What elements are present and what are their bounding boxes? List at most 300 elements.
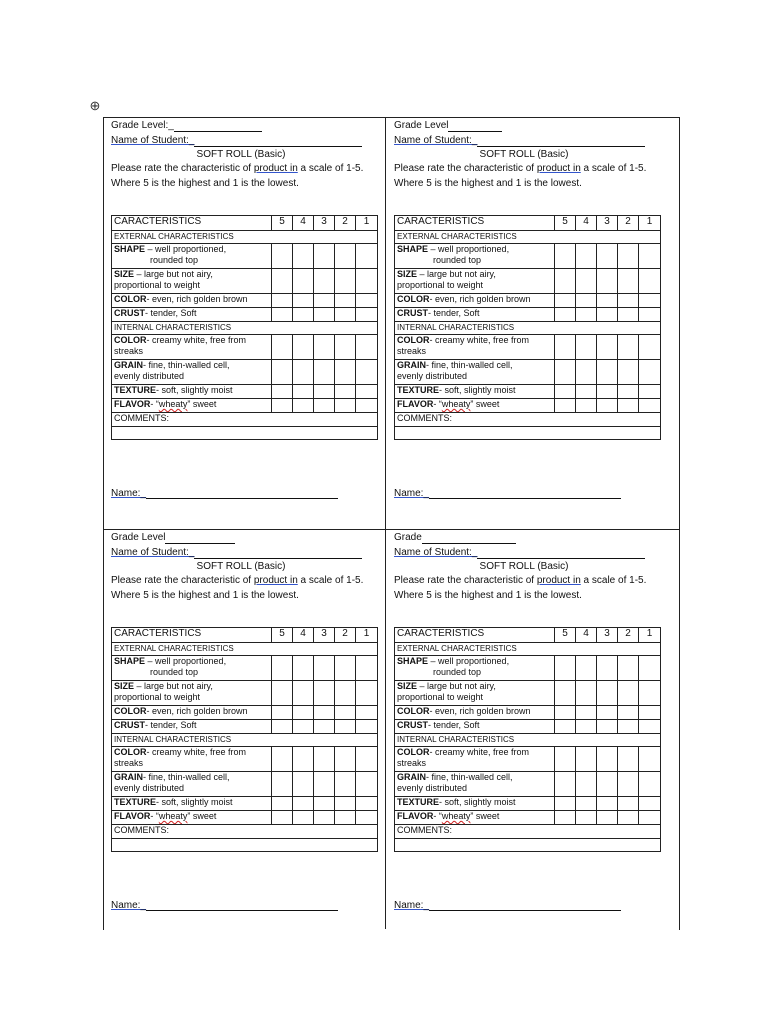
score-cell[interactable]: [576, 811, 597, 825]
criterion-cell: COLOR- creamy white, free from streaks: [395, 747, 555, 772]
score-cell[interactable]: [272, 811, 293, 825]
score-cell[interactable]: [618, 385, 639, 399]
score-cell[interactable]: [293, 385, 314, 399]
score-cell[interactable]: [272, 747, 293, 772]
grade-level-field[interactable]: [165, 533, 235, 544]
score-cell[interactable]: [335, 706, 356, 720]
table-row: [395, 360, 661, 385]
score-cell[interactable]: [576, 772, 597, 797]
score-cell[interactable]: [555, 747, 576, 772]
instruction-text: Please rate the characteristic of: [394, 575, 537, 586]
score-cell[interactable]: [293, 747, 314, 772]
score-cell[interactable]: [356, 747, 378, 772]
score-cell[interactable]: [335, 360, 356, 385]
comments-input[interactable]: [112, 427, 378, 440]
criterion-cell: GRAIN- fine, thin-walled cell, evenly distributed: [395, 360, 555, 385]
criterion-cell: CRUST- tender, Soft: [395, 720, 555, 734]
score-cell[interactable]: [576, 360, 597, 385]
criterion-cell: COLOR- creamy white, free from streaks: [112, 747, 272, 772]
score-cell[interactable]: [597, 385, 618, 399]
score-cell[interactable]: [356, 308, 378, 322]
score-cell[interactable]: [618, 335, 639, 360]
score-header: 3: [597, 628, 618, 643]
name-signature: [394, 900, 621, 911]
score-cell[interactable]: [314, 681, 335, 706]
score-cell[interactable]: [272, 399, 293, 413]
section-row-internal: [395, 322, 661, 335]
section-row-external: [112, 643, 378, 656]
score-cell[interactable]: [293, 308, 314, 322]
score-cell[interactable]: [314, 811, 335, 825]
section-row-external: [395, 643, 661, 656]
instruction-link: product in: [253, 163, 298, 174]
criterion-cell: SHAPE – well proportioned, rounded top: [112, 656, 272, 681]
criterion-cell: GRAIN- fine, thin-walled cell, evenly distributed: [112, 360, 272, 385]
score-cell[interactable]: [272, 244, 293, 269]
table-row: [395, 308, 661, 322]
instruction-line-1: [111, 163, 363, 175]
score-cell[interactable]: [576, 399, 597, 413]
score-cell[interactable]: [356, 811, 378, 825]
score-cell[interactable]: [618, 360, 639, 385]
score-cell[interactable]: [597, 294, 618, 308]
score-cell[interactable]: [597, 797, 618, 811]
comments-input-row: [395, 839, 661, 852]
score-cell[interactable]: [356, 360, 378, 385]
table-row: [395, 335, 661, 360]
score-cell[interactable]: [293, 706, 314, 720]
criterion-cell: COLOR- even, rich golden brown: [395, 294, 555, 308]
table-row: [395, 269, 661, 294]
score-cell[interactable]: [335, 720, 356, 734]
score-cell[interactable]: [293, 811, 314, 825]
column-divider: [385, 117, 386, 929]
name-label: Name:_: [111, 900, 147, 911]
score-cell[interactable]: [314, 244, 335, 269]
score-cell[interactable]: [272, 385, 293, 399]
score-cell[interactable]: [335, 772, 356, 797]
table-row: [395, 772, 661, 797]
score-cell[interactable]: [314, 360, 335, 385]
score-cell[interactable]: [555, 308, 576, 322]
criterion-cell: GRAIN- fine, thin-walled cell, evenly distributed: [112, 772, 272, 797]
score-cell[interactable]: [576, 797, 597, 811]
score-header: 2: [335, 628, 356, 643]
section-label: EXTERNAL CHARACTERISTICS: [112, 231, 378, 244]
score-header: 5: [272, 216, 293, 231]
score-cell[interactable]: [335, 385, 356, 399]
score-cell[interactable]: [356, 797, 378, 811]
score-cell[interactable]: [555, 244, 576, 269]
section-label: INTERNAL CHARACTERISTICS: [395, 734, 661, 747]
score-cell[interactable]: [597, 360, 618, 385]
name-signature: [394, 488, 621, 499]
criterion-cell: COLOR- creamy white, free from streaks: [395, 335, 555, 360]
score-cell[interactable]: [597, 747, 618, 772]
section-label: INTERNAL CHARACTERISTICS: [395, 322, 661, 335]
instruction-text: Please rate the characteristic of: [111, 575, 254, 586]
rating-table: [394, 627, 661, 852]
criterion-cell: CRUST- tender, Soft: [395, 308, 555, 322]
score-cell[interactable]: [555, 797, 576, 811]
rating-table: [394, 215, 661, 440]
score-cell[interactable]: [335, 244, 356, 269]
table-row: [395, 811, 661, 825]
student-name-label: Name of Student:_: [394, 135, 478, 146]
score-cell[interactable]: [272, 772, 293, 797]
score-cell[interactable]: [314, 747, 335, 772]
instruction-text: Please rate the characteristic of: [394, 163, 537, 174]
score-cell[interactable]: [576, 681, 597, 706]
instruction-line-2: Where 5 is the highest and 1 is the lowest.: [111, 178, 299, 189]
score-cell[interactable]: [272, 656, 293, 681]
score-cell[interactable]: [314, 720, 335, 734]
student-name-field[interactable]: [194, 548, 362, 559]
table-row: [112, 797, 378, 811]
score-cell[interactable]: [639, 385, 661, 399]
name-field[interactable]: [429, 900, 621, 911]
criterion-cell: SHAPE – well proportioned, rounded top: [395, 244, 555, 269]
comments-input[interactable]: [395, 839, 661, 852]
score-cell[interactable]: [356, 772, 378, 797]
score-cell[interactable]: [618, 656, 639, 681]
student-name-field[interactable]: [477, 548, 645, 559]
card-title: SOFT ROLL (Basic): [196, 561, 286, 572]
score-cell[interactable]: [293, 360, 314, 385]
score-cell[interactable]: [293, 294, 314, 308]
score-cell[interactable]: [618, 747, 639, 772]
score-cell[interactable]: [618, 811, 639, 825]
score-cell[interactable]: [597, 811, 618, 825]
comments-label: COMMENTS:: [112, 413, 378, 427]
comments-label: COMMENTS:: [112, 825, 378, 839]
criterion-cell: SIZE – large but not airy, proportional to weight: [395, 681, 555, 706]
score-cell[interactable]: [272, 720, 293, 734]
criterion-cell: COLOR- creamy white, free from streaks: [112, 335, 272, 360]
score-cell[interactable]: [335, 811, 356, 825]
section-row-internal: [112, 734, 378, 747]
table-row: [112, 747, 378, 772]
score-cell[interactable]: [639, 244, 661, 269]
name-field[interactable]: [146, 488, 338, 499]
score-cell[interactable]: [618, 772, 639, 797]
name-field[interactable]: [429, 488, 621, 499]
table-header-row: [112, 216, 378, 231]
score-cell[interactable]: [314, 772, 335, 797]
score-cell[interactable]: [314, 656, 335, 681]
section-label: EXTERNAL CHARACTERISTICS: [112, 643, 378, 656]
score-cell[interactable]: [555, 681, 576, 706]
instruction-text: a scale of 1-5.: [297, 163, 364, 174]
score-cell[interactable]: [272, 797, 293, 811]
score-cell[interactable]: [293, 681, 314, 706]
score-cell[interactable]: [335, 681, 356, 706]
score-cell[interactable]: [356, 656, 378, 681]
table-row: [112, 385, 378, 399]
score-cell[interactable]: [272, 294, 293, 308]
name-field[interactable]: [146, 900, 338, 911]
student-name: [111, 135, 362, 147]
criterion-cell: COLOR- even, rich golden brown: [112, 706, 272, 720]
score-cell[interactable]: [639, 335, 661, 360]
score-cell[interactable]: [576, 720, 597, 734]
score-cell[interactable]: [272, 269, 293, 294]
characteristics-header: CARACTERISTICS: [395, 628, 555, 643]
grade-level-label: Grade Level: [111, 532, 166, 543]
score-cell[interactable]: [272, 706, 293, 720]
score-cell[interactable]: [293, 656, 314, 681]
table-row: [112, 244, 378, 269]
instruction-line-1: [394, 575, 646, 587]
name-signature: [111, 900, 338, 911]
score-cell[interactable]: [618, 681, 639, 706]
table-header-row: [395, 216, 661, 231]
score-header: 1: [356, 216, 378, 231]
score-cell[interactable]: [293, 244, 314, 269]
comments-input[interactable]: [395, 427, 661, 440]
score-header: 2: [618, 628, 639, 643]
score-cell[interactable]: [314, 399, 335, 413]
score-header: 2: [335, 216, 356, 231]
score-cell[interactable]: [576, 706, 597, 720]
criterion-cell: CRUST- tender, Soft: [112, 720, 272, 734]
grade-level-field[interactable]: [174, 121, 262, 132]
student-name: [111, 547, 362, 559]
table-row: [112, 294, 378, 308]
score-cell[interactable]: [555, 360, 576, 385]
score-cell[interactable]: [272, 335, 293, 360]
score-cell[interactable]: [335, 747, 356, 772]
score-cell[interactable]: [314, 335, 335, 360]
criterion-cell: SIZE – large but not airy, proportional to weight: [112, 269, 272, 294]
section-row-internal: [112, 322, 378, 335]
score-cell[interactable]: [639, 360, 661, 385]
table-row: [112, 706, 378, 720]
score-cell[interactable]: [555, 656, 576, 681]
score-cell[interactable]: [618, 244, 639, 269]
score-header: 4: [293, 628, 314, 643]
score-cell[interactable]: [597, 681, 618, 706]
score-cell[interactable]: [618, 720, 639, 734]
score-cell[interactable]: [356, 269, 378, 294]
score-cell[interactable]: [639, 269, 661, 294]
table-row: [395, 720, 661, 734]
criterion-cell: SIZE – large but not airy, proportional to weight: [112, 681, 272, 706]
score-cell[interactable]: [639, 811, 661, 825]
score-cell[interactable]: [272, 308, 293, 322]
score-cell[interactable]: [314, 706, 335, 720]
instruction-text: Please rate the characteristic of: [111, 163, 254, 174]
score-cell[interactable]: [335, 797, 356, 811]
score-cell[interactable]: [555, 772, 576, 797]
criterion-cell: FLAVOR- “wheaty” sweet: [112, 811, 272, 825]
score-cell[interactable]: [314, 308, 335, 322]
score-cell[interactable]: [576, 747, 597, 772]
score-cell[interactable]: [618, 797, 639, 811]
score-cell[interactable]: [639, 772, 661, 797]
student-name-field[interactable]: [477, 136, 645, 147]
comments-row: [112, 413, 378, 427]
score-cell[interactable]: [639, 399, 661, 413]
score-header: 1: [639, 216, 661, 231]
grade-level: [111, 120, 262, 132]
score-cell[interactable]: [356, 385, 378, 399]
grade-level-label: Grade Level: [394, 120, 449, 131]
table-row: [112, 720, 378, 734]
instruction-line-2: Where 5 is the highest and 1 is the lowest.: [394, 178, 582, 189]
score-cell[interactable]: [335, 335, 356, 360]
score-cell[interactable]: [597, 399, 618, 413]
criterion-cell: SHAPE – well proportioned, rounded top: [395, 656, 555, 681]
score-cell[interactable]: [356, 706, 378, 720]
instruction-link: product in: [536, 163, 581, 174]
table-row: [112, 772, 378, 797]
score-cell[interactable]: [356, 244, 378, 269]
instruction-text: a scale of 1-5.: [297, 575, 364, 586]
score-header: 2: [618, 216, 639, 231]
score-cell[interactable]: [555, 385, 576, 399]
grade-level-field[interactable]: [422, 533, 516, 544]
section-row-external: [112, 231, 378, 244]
score-cell[interactable]: [335, 399, 356, 413]
student-name-label: Name of Student:_: [111, 547, 195, 558]
score-cell[interactable]: [576, 269, 597, 294]
score-cell[interactable]: [555, 720, 576, 734]
score-cell[interactable]: [576, 244, 597, 269]
score-cell[interactable]: [576, 308, 597, 322]
instruction-link: product in: [253, 575, 298, 586]
score-cell[interactable]: [314, 294, 335, 308]
criterion-cell: CRUST- tender, Soft: [112, 308, 272, 322]
table-row: [395, 399, 661, 413]
score-cell[interactable]: [356, 335, 378, 360]
score-cell[interactable]: [576, 656, 597, 681]
score-cell[interactable]: [555, 811, 576, 825]
score-cell[interactable]: [639, 720, 661, 734]
instruction-line-1: [394, 163, 646, 175]
score-cell[interactable]: [356, 399, 378, 413]
score-cell[interactable]: [555, 399, 576, 413]
name-signature: [111, 488, 338, 499]
score-cell[interactable]: [272, 360, 293, 385]
table-row: [112, 656, 378, 681]
score-cell[interactable]: [597, 656, 618, 681]
student-name: [394, 135, 645, 147]
criterion-cell: SHAPE – well proportioned, rounded top: [112, 244, 272, 269]
score-cell[interactable]: [597, 269, 618, 294]
score-cell[interactable]: [555, 294, 576, 308]
score-cell[interactable]: [639, 308, 661, 322]
criterion-cell: COLOR- even, rich golden brown: [395, 706, 555, 720]
score-cell[interactable]: [639, 294, 661, 308]
student-name-label: Name of Student:_: [111, 135, 195, 146]
score-header: 5: [272, 628, 293, 643]
comments-input-row: [395, 427, 661, 440]
score-header: 1: [356, 628, 378, 643]
criterion-cell: FLAVOR- “wheaty” sweet: [395, 811, 555, 825]
score-cell[interactable]: [555, 335, 576, 360]
score-cell[interactable]: [293, 797, 314, 811]
score-cell[interactable]: [314, 797, 335, 811]
score-cell[interactable]: [335, 269, 356, 294]
score-cell[interactable]: [293, 269, 314, 294]
section-row-external: [395, 231, 661, 244]
table-row: [112, 681, 378, 706]
comments-input[interactable]: [112, 839, 378, 852]
score-cell[interactable]: [639, 797, 661, 811]
score-cell[interactable]: [597, 720, 618, 734]
score-cell[interactable]: [639, 656, 661, 681]
section-label: INTERNAL CHARACTERISTICS: [112, 734, 378, 747]
score-cell[interactable]: [356, 294, 378, 308]
score-cell[interactable]: [293, 720, 314, 734]
card-title: SOFT ROLL (Basic): [196, 149, 286, 160]
score-cell[interactable]: [597, 308, 618, 322]
comments-row: [395, 413, 661, 427]
score-cell[interactable]: [618, 269, 639, 294]
score-cell[interactable]: [555, 706, 576, 720]
score-cell[interactable]: [293, 399, 314, 413]
table-row: [112, 335, 378, 360]
table-move-handle-icon[interactable]: ⊕: [89, 98, 101, 113]
student-name-field[interactable]: [194, 136, 362, 147]
score-cell[interactable]: [597, 244, 618, 269]
instruction-line-2: Where 5 is the highest and 1 is the lowest.: [111, 590, 299, 601]
name-label: Name:_: [394, 900, 430, 911]
score-cell[interactable]: [639, 747, 661, 772]
score-header: 1: [639, 628, 661, 643]
instruction-text: a scale of 1-5.: [580, 163, 647, 174]
criterion-cell: TEXTURE- soft, slightly moist: [112, 385, 272, 399]
score-cell[interactable]: [576, 385, 597, 399]
score-cell[interactable]: [597, 772, 618, 797]
score-cell[interactable]: [293, 335, 314, 360]
score-cell[interactable]: [314, 269, 335, 294]
score-cell[interactable]: [597, 335, 618, 360]
comments-label: COMMENTS:: [395, 825, 661, 839]
characteristics-header: CARACTERISTICS: [395, 216, 555, 231]
score-cell[interactable]: [335, 294, 356, 308]
criterion-cell: GRAIN- fine, thin-walled cell, evenly distributed: [395, 772, 555, 797]
score-cell[interactable]: [356, 681, 378, 706]
rating-table: [111, 627, 378, 852]
score-cell[interactable]: [618, 294, 639, 308]
score-cell[interactable]: [576, 294, 597, 308]
grade-level-field[interactable]: [448, 121, 502, 132]
section-row-internal: [395, 734, 661, 747]
score-cell[interactable]: [335, 656, 356, 681]
score-cell[interactable]: [597, 706, 618, 720]
score-cell[interactable]: [293, 772, 314, 797]
score-cell[interactable]: [639, 706, 661, 720]
score-cell[interactable]: [555, 269, 576, 294]
score-header: 3: [314, 216, 335, 231]
score-cell[interactable]: [618, 399, 639, 413]
score-cell[interactable]: [314, 385, 335, 399]
score-cell[interactable]: [639, 681, 661, 706]
table-row: [112, 399, 378, 413]
table-row: [112, 360, 378, 385]
table-row: [395, 385, 661, 399]
score-cell[interactable]: [618, 706, 639, 720]
score-cell[interactable]: [618, 308, 639, 322]
table-row: [395, 294, 661, 308]
score-cell[interactable]: [335, 308, 356, 322]
score-cell[interactable]: [272, 681, 293, 706]
card-title: SOFT ROLL (Basic): [479, 561, 569, 572]
score-cell[interactable]: [576, 335, 597, 360]
score-cell[interactable]: [356, 720, 378, 734]
